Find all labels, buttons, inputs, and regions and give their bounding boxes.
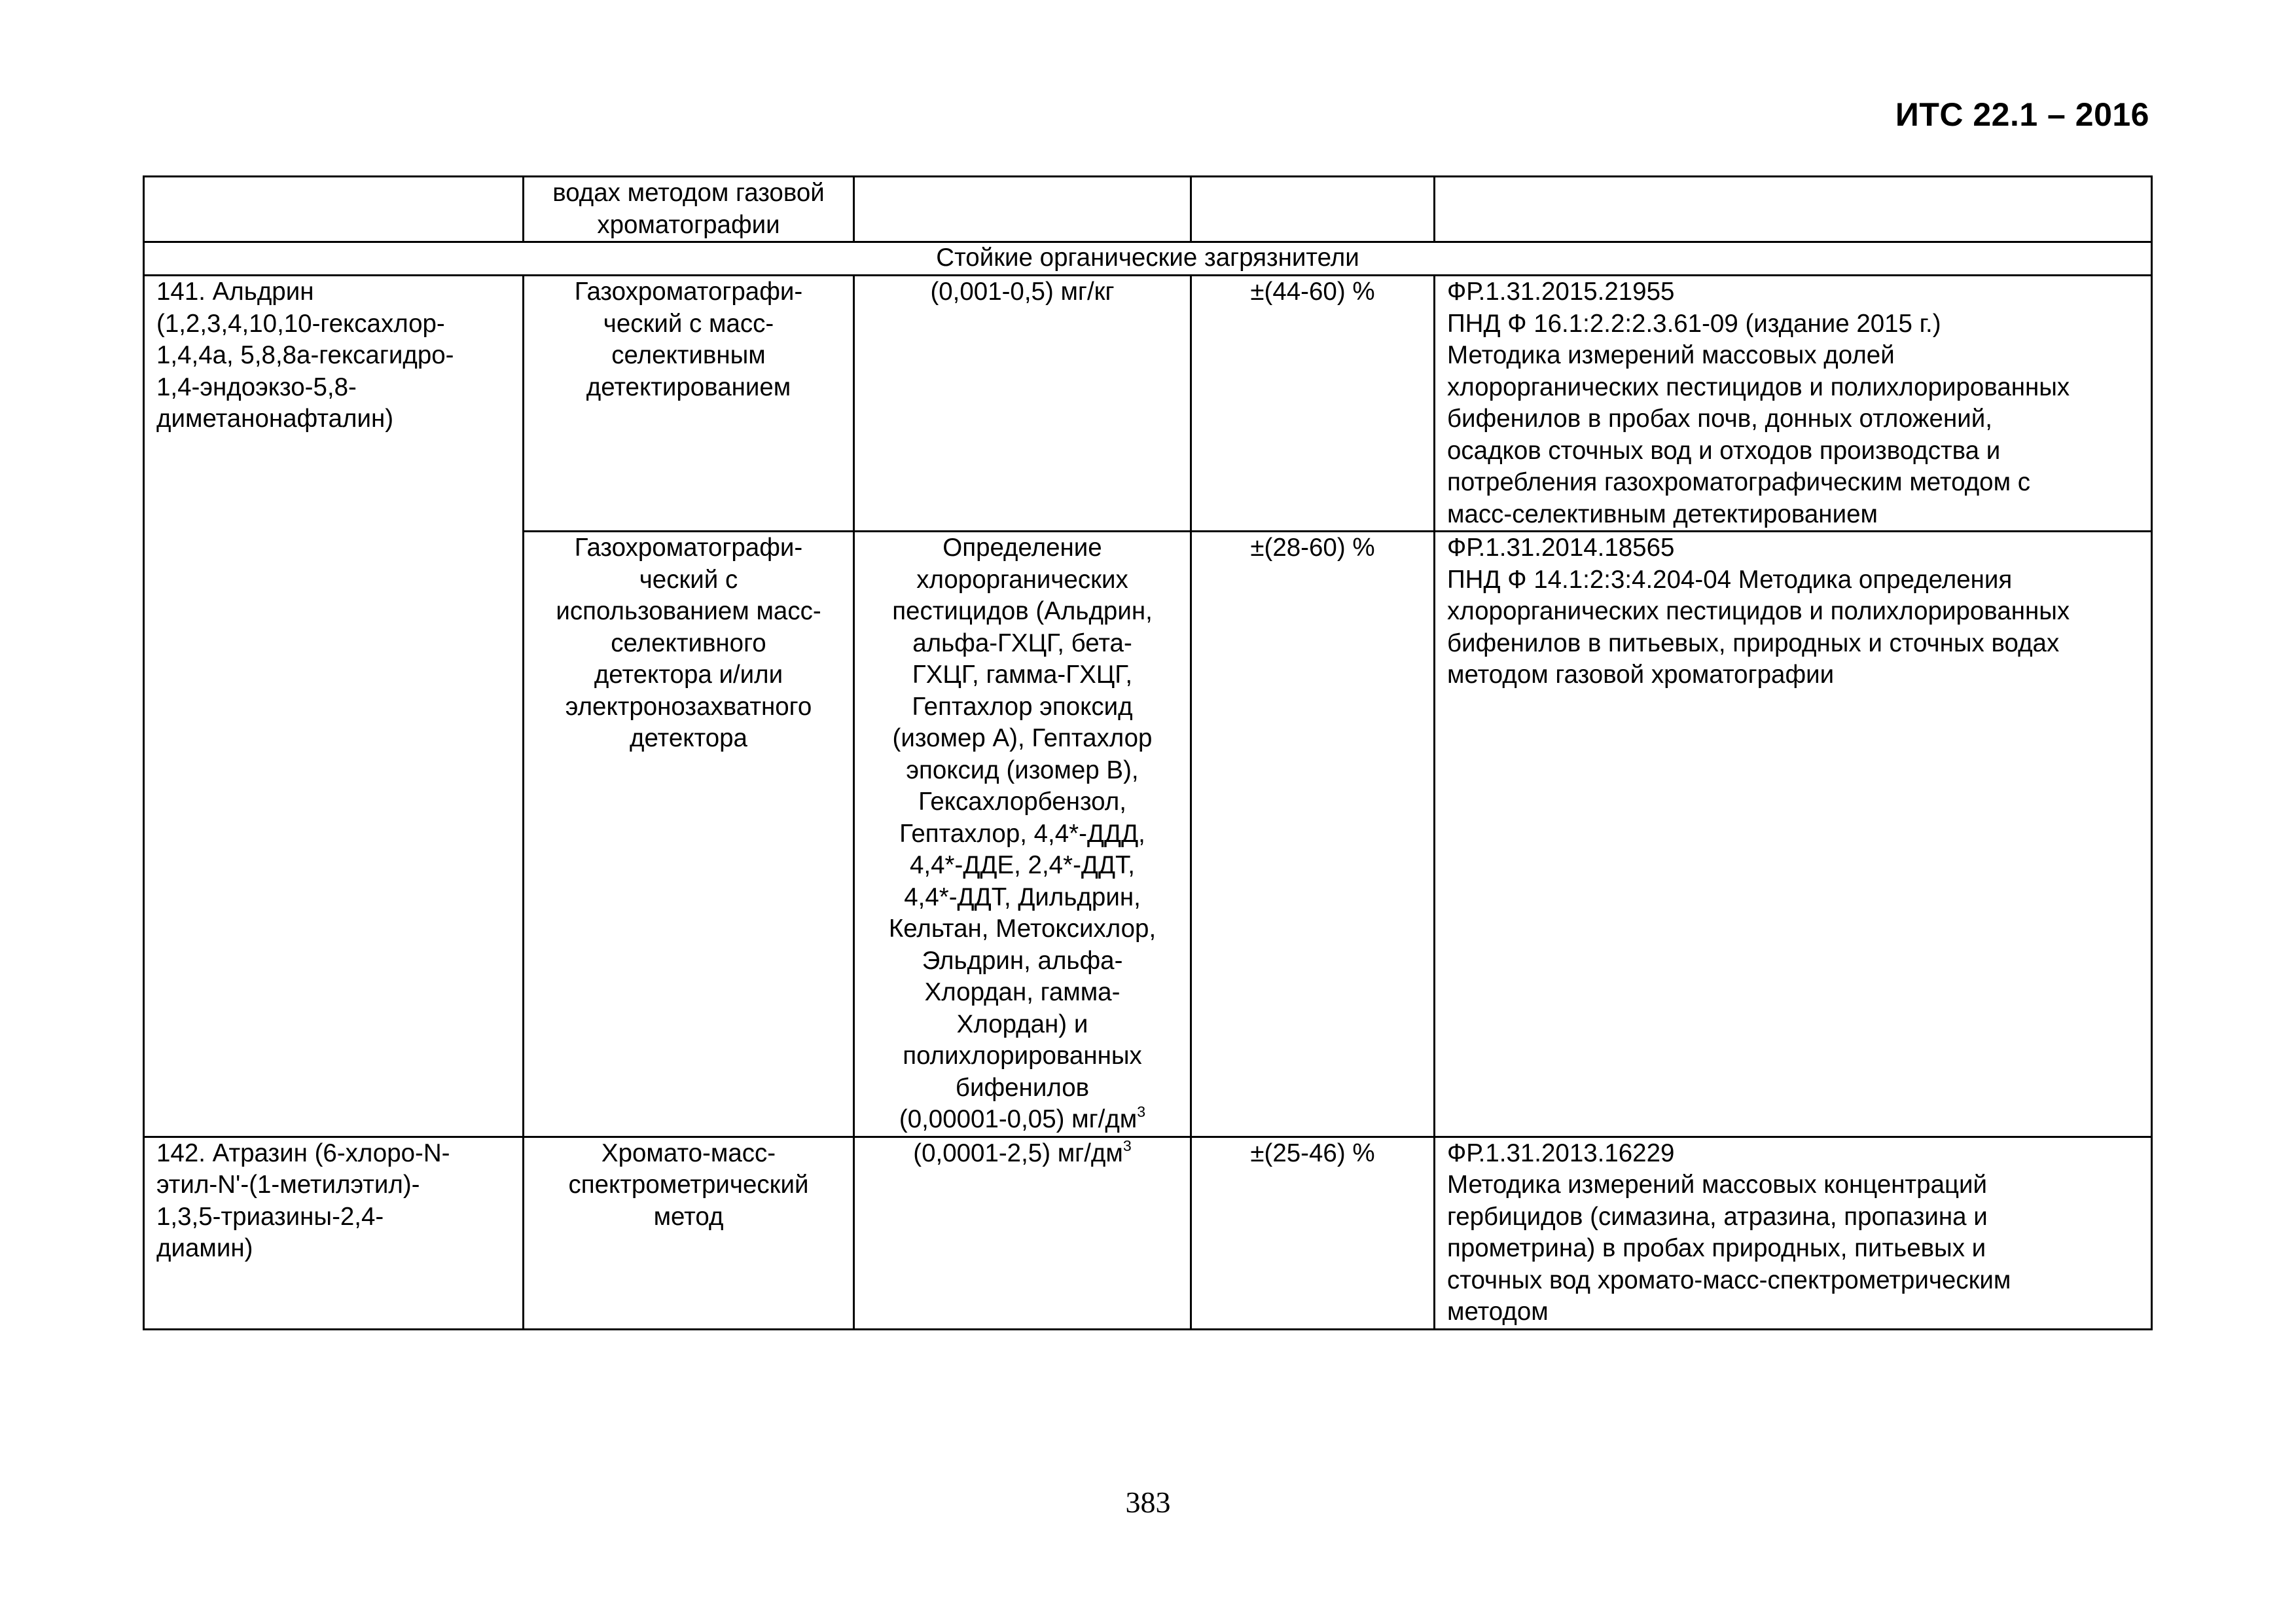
methods-table [143, 175, 2153, 1330]
range-unit-superscript: 3 [1122, 1137, 1132, 1154]
method-cell: Газохроматографи- ческий с масс- селективным детектированием [524, 276, 854, 532]
range-cell [854, 1137, 1191, 1329]
range-cell [854, 276, 1191, 532]
range-unit-superscript: 3 [1137, 1103, 1146, 1120]
reference-cell: ФР.1.31.2015.21955 ПНД Ф 16.1:2.2:2.3.61-09 (издание 2015 г.) Методика измерений массовых долей хлорорганических пестицидов и полихлорированных бифенилов в пробах почв, донных отложений, осадков сточных вод и отходов производства и потребления газохроматографическим методом с масс-селективным детектированием [1435, 276, 2152, 532]
error-cell: ±(25-46) % [1191, 1137, 1435, 1329]
substance-cell: 141. Альдрин (1,2,3,4,10,10-гексахлор- 1,4,4а, 5,8,8а-гексагидро- 1,4-эндоэкзо-5,8- диметанонафталин) [144, 276, 524, 1137]
continuation-cell-reference [1435, 177, 2152, 242]
methods-table-container [143, 175, 2151, 1330]
continuation-cell-range [854, 177, 1191, 242]
reference-cell: ФР.1.31.2013.16229 Методика измерений массовых концентраций гербицидов (симазина, атразина, пропазина и прометрина) в пробах природных, питьевых и сточных вод хромато-масс-спектрометрическим методом [1435, 1137, 2152, 1329]
page-number: 383 [1125, 1486, 1171, 1519]
range-text: (0,0001-2,5) мг/дм [913, 1139, 1123, 1167]
section-row [144, 242, 2152, 276]
range-text: Определение хлорорганических пестицидов (Альдрин, альфа-ГХЦГ, бета- ГХЦГ, гамма-ГХЦГ, Гептахлор эпоксид (изомер А), Гептахлор эпоксид (изомер В), Гексахлорбензол, Гептахлор, 4,4*-ДДД, 4,4*-ДДЕ, 2,4*-ДДТ, 4,4*-ДДТ, Дильдрин, Кельтан, Метоксихлор, Эльдрин, альфа- Хлордан, гамма- Хлордан) и полихлорированных бифенилов (0,00001-0,05) мг/дм [888, 534, 1157, 1133]
method-cell: Газохроматографи- ческий с использованием масс- селективного детектора и/или электронозахватного детектора [524, 532, 854, 1137]
error-cell: ±(28-60) % [1191, 532, 1435, 1137]
reference-cell: ФР.1.31.2014.18565 ПНД Ф 14.1:2:3:4.204-04 Методика определения хлорорганических пестицидов и полихлорированных бифенилов в питьевых, природных и сточных водах методом газовой хроматографии [1435, 532, 2152, 1137]
table-row [144, 1137, 2152, 1329]
continuation-cell-substance [144, 177, 524, 242]
range-cell [854, 532, 1191, 1137]
section-title: Стойкие органические загрязнители [144, 242, 2152, 276]
range-text: (0,001-0,5) мг/кг [930, 278, 1115, 306]
method-cell: Хромато-масс- спектрометрический метод [524, 1137, 854, 1329]
error-cell: ±(44-60) % [1191, 276, 1435, 532]
substance-cell: 142. Атразин (6-хлоро-N- этил-N'-(1-метилэтил)- 1,3,5-триазины-2,4- диамин) [144, 1137, 524, 1329]
table-row [144, 276, 2152, 532]
continuation-row [144, 177, 2152, 242]
continuation-cell-error [1191, 177, 1435, 242]
document-code-header: ИТС 22.1 – 2016 [1895, 96, 2149, 133]
continuation-cell-method: водах методом газовой хроматографии [524, 177, 854, 242]
